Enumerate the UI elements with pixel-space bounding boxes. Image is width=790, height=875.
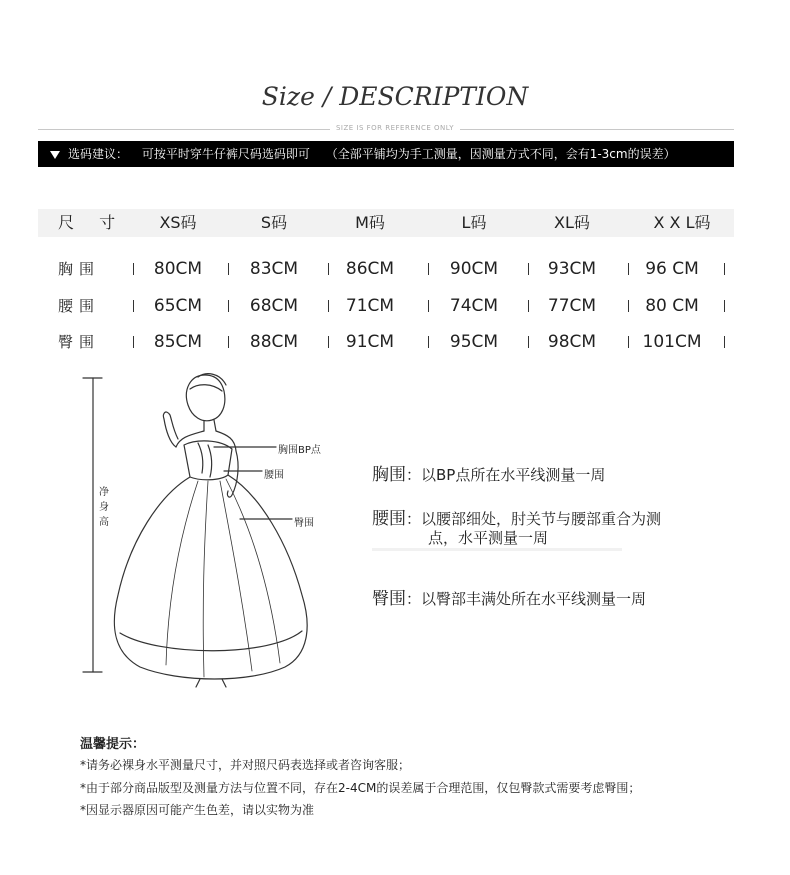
divider bbox=[724, 263, 725, 275]
height-label-char: 高 bbox=[99, 517, 109, 528]
divider bbox=[528, 336, 529, 348]
divider bbox=[428, 300, 429, 312]
waist-point-label: 腰围 bbox=[264, 470, 284, 481]
banner-label: 选码建议： bbox=[68, 147, 129, 161]
divider bbox=[628, 263, 629, 275]
triangle-down-icon bbox=[50, 151, 60, 159]
table-cell: 86CM bbox=[345, 259, 395, 279]
figure-feet bbox=[196, 679, 226, 687]
tip-item: *请务必裸身水平测量尺寸，并对照尺码表选择或者咨询客服； bbox=[80, 758, 411, 772]
bodice-lace bbox=[198, 443, 212, 477]
size-xxl: X X L码 bbox=[653, 213, 711, 232]
ball-gown-illustration bbox=[80, 365, 340, 695]
bust-point-label: 胸围BP点 bbox=[278, 445, 321, 456]
description-divider bbox=[372, 548, 622, 551]
height-label-char: 身 bbox=[99, 502, 109, 513]
table-cell: 98CM bbox=[547, 332, 597, 352]
table-cell: 96 CM bbox=[645, 259, 699, 279]
divider bbox=[628, 336, 629, 348]
table-cell: 80 CM bbox=[645, 296, 699, 316]
waist-term: 腰围 bbox=[372, 509, 406, 529]
height-label-char: 净 bbox=[99, 487, 109, 498]
table-row bbox=[38, 254, 734, 284]
size-xs: XS码 bbox=[159, 213, 197, 232]
page-title: Size / DESCRIPTION bbox=[261, 82, 529, 111]
divider bbox=[724, 300, 725, 312]
table-cell: 91CM bbox=[345, 332, 395, 352]
row-label-bust: 胸围 bbox=[58, 260, 101, 278]
bust-term: 胸围 bbox=[372, 465, 406, 485]
hip-description bbox=[372, 584, 646, 609]
row-label-waist: 腰围 bbox=[58, 297, 101, 315]
divider bbox=[428, 336, 429, 348]
table-cell: 90CM bbox=[449, 259, 499, 279]
divider bbox=[133, 300, 134, 312]
figure-right-arm bbox=[227, 451, 238, 497]
divider bbox=[328, 300, 329, 312]
figure-neck bbox=[204, 420, 216, 431]
waist-text: ：以腰部细处，肘关节与腰部重合为测 bbox=[406, 510, 662, 528]
divider bbox=[528, 263, 529, 275]
row-label-hip: 臀围 bbox=[58, 333, 101, 351]
hip-point-label: 臀围 bbox=[294, 518, 314, 529]
table-cell: 83CM bbox=[249, 259, 299, 279]
divider bbox=[328, 263, 329, 275]
hip-term: 臀围 bbox=[372, 589, 406, 609]
reference-note-text: SIZE IS FOR REFERENCE ONLY bbox=[330, 124, 460, 132]
waist-description-line2: 点，水平测量一周 bbox=[428, 529, 549, 547]
table-cell: 88CM bbox=[249, 332, 299, 352]
bust-text: ：以BP点所在水平线测量一周 bbox=[406, 466, 606, 484]
table-cell: 85CM bbox=[153, 332, 203, 352]
table-cell: 101CM bbox=[642, 332, 702, 352]
table-cell: 77CM bbox=[547, 296, 597, 316]
table-cell: 68CM bbox=[249, 296, 299, 316]
tip-item: *由于部分商品版型及测量方法与位置不同，存在2-4CM的误差属于合理范围，仅包臀款式需要考虑臀围； bbox=[80, 781, 641, 795]
table-row bbox=[38, 291, 734, 321]
divider bbox=[133, 336, 134, 348]
figure-head bbox=[186, 375, 224, 421]
table-cell: 74CM bbox=[449, 296, 499, 316]
divider bbox=[628, 300, 629, 312]
divider bbox=[133, 263, 134, 275]
tip-item: *因显示器原因可能产生色差，请以实物为准 bbox=[80, 803, 315, 817]
banner-text: 可按平时穿牛仔裤尺码选码即可 bbox=[141, 147, 310, 161]
size-s: S码 bbox=[260, 213, 288, 232]
divider bbox=[228, 300, 229, 312]
size-m: M码 bbox=[355, 213, 385, 232]
skirt-hem-layer bbox=[120, 631, 302, 651]
height-label bbox=[99, 485, 109, 530]
divider bbox=[428, 263, 429, 275]
size-xl: XL码 bbox=[554, 213, 590, 232]
table-cell: 71CM bbox=[345, 296, 395, 316]
divider bbox=[228, 263, 229, 275]
size-l: L码 bbox=[461, 213, 487, 232]
table-row bbox=[38, 327, 734, 357]
reference-note bbox=[0, 124, 790, 132]
table-cell: 95CM bbox=[449, 332, 499, 352]
table-cell: 93CM bbox=[547, 259, 597, 279]
hip-text: ：以臀部丰满处所在水平线测量一周 bbox=[406, 590, 647, 608]
bust-description bbox=[372, 460, 605, 485]
divider bbox=[328, 336, 329, 348]
divider bbox=[228, 336, 229, 348]
size-advice-banner bbox=[38, 141, 734, 167]
waist-description bbox=[372, 504, 661, 529]
divider bbox=[724, 336, 725, 348]
divider bbox=[528, 300, 529, 312]
banner-note: （全部平铺均为手工测量，因测量方式不同，会有1-3cm的误差） bbox=[325, 147, 676, 161]
table-cell: 65CM bbox=[153, 296, 203, 316]
header-label: 尺 寸 bbox=[58, 213, 126, 232]
table-cell: 80CM bbox=[153, 259, 203, 279]
size-table-header bbox=[38, 209, 734, 237]
tips-title: 温馨提示： bbox=[80, 737, 146, 752]
figure-left-arm bbox=[163, 412, 178, 447]
